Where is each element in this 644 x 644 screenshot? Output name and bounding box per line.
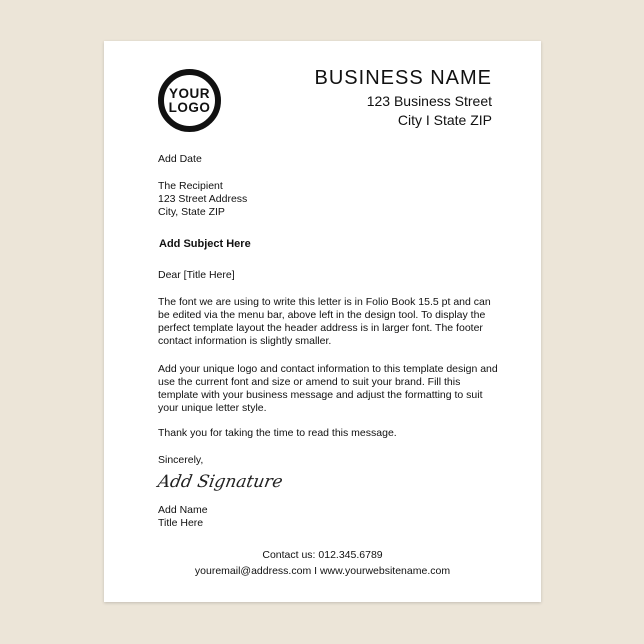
recipient-street: 123 Street Address bbox=[158, 193, 248, 205]
recipient-name: The Recipient bbox=[158, 180, 223, 192]
salutation: Dear [Title Here] bbox=[158, 269, 235, 281]
footer-contact: Contact us: 012.345.6789 bbox=[262, 549, 383, 561]
logo-text-line2: LOGO bbox=[168, 99, 211, 115]
recipient-city: City, State ZIP bbox=[158, 206, 225, 218]
letter-date: Add Date bbox=[158, 153, 202, 165]
body-paragraph-1: The font we are using to write this letter is in Folio Book 15.5 pt and can be edited via the menu bar, above left in the design tool. To display the perfect template layout the header address is in larger font. The footer contact information is slightly smaller. bbox=[158, 296, 491, 347]
sender-title: Title Here bbox=[158, 517, 204, 529]
letter-subject: Add Subject Here bbox=[159, 238, 251, 250]
business-city: City I State ZIP bbox=[397, 112, 492, 128]
sender-name: Add Name bbox=[158, 504, 208, 516]
closing: Sincerely, bbox=[158, 454, 204, 466]
business-street: 123 Business Street bbox=[366, 93, 492, 109]
body-paragraph-2: Add your unique logo and contact information to this template design and use the current font and size or amend to suit your brand. Fill this template with your business message and adjust the formatting to suit your unique letter style. bbox=[158, 363, 498, 414]
business-name: BUSINESS NAME bbox=[314, 67, 492, 89]
letterhead-page bbox=[104, 41, 541, 602]
footer-email-web: youremail@address.com I www.yourwebsitename.com bbox=[194, 565, 451, 577]
signature: Add Signature bbox=[156, 472, 285, 492]
logo-text-line1: YOUR bbox=[168, 85, 210, 101]
logo bbox=[158, 69, 221, 132]
body-paragraph-3: Thank you for taking the time to read this message. bbox=[158, 427, 397, 439]
